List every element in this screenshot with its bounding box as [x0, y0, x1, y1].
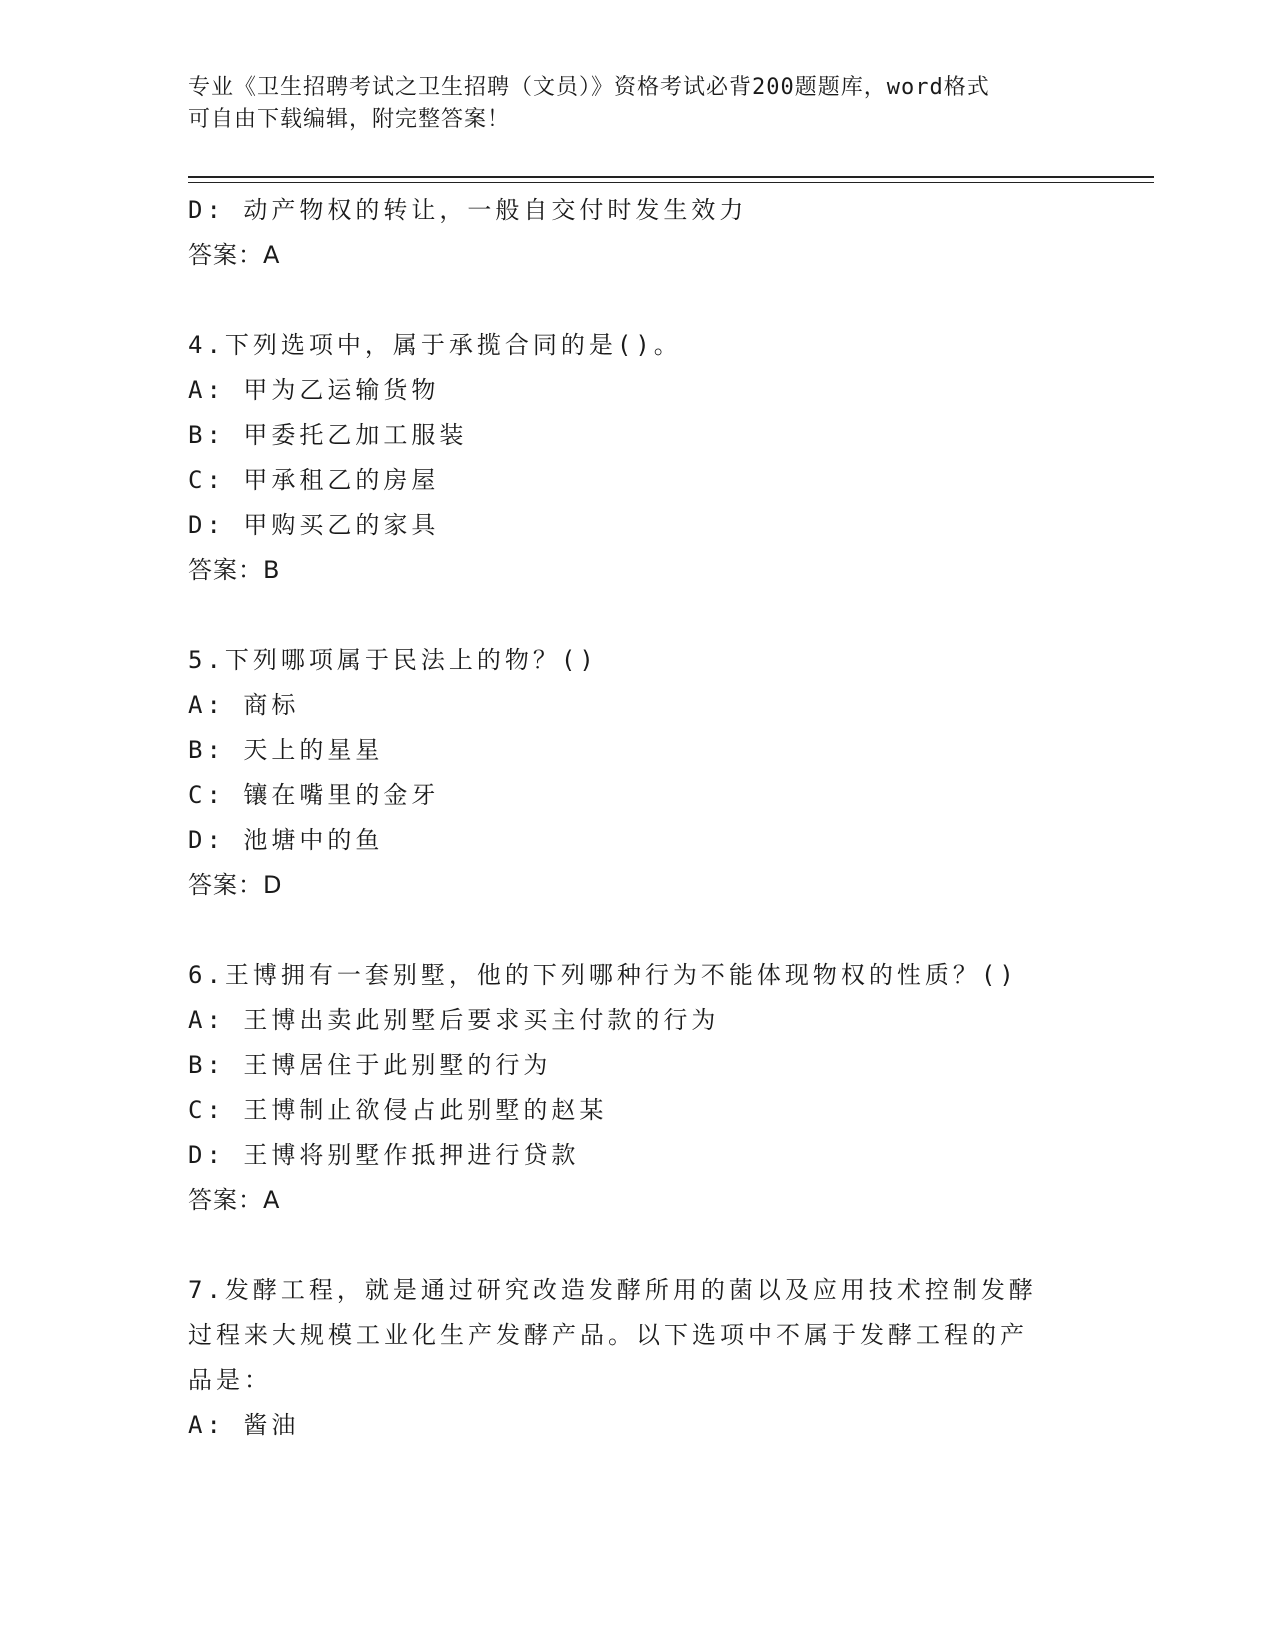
question-3-answer: 答案：A — [188, 241, 281, 269]
question-4 — [188, 323, 1088, 593]
question-3-option-d: D: 动产物权的转让，一般自交付时发生效力 — [188, 196, 748, 224]
document-header — [188, 72, 1088, 136]
question-stem: 6.王博拥有一套别墅，他的下列哪种行为不能体现物权的性质？() — [188, 961, 1018, 989]
spacer — [188, 278, 1088, 323]
option-c: C: 镶在嘴里的金牙 — [188, 781, 440, 809]
spacer — [188, 908, 1088, 953]
header-divider-thick — [188, 176, 1154, 178]
question-stem-line-3: 品是： — [188, 1366, 272, 1394]
option-a: A: 王博出卖此别墅后要求买主付款的行为 — [188, 1006, 720, 1034]
question-7 — [188, 1268, 1088, 1448]
option-d: D: 池塘中的鱼 — [188, 826, 384, 854]
option-b: B: 甲委托乙加工服装 — [188, 421, 468, 449]
spacer — [188, 1223, 1088, 1268]
option-b: B: 王博居住于此别墅的行为 — [188, 1051, 552, 1079]
question-6 — [188, 953, 1088, 1223]
question-stem-line-2: 过程来大规模工业化生产发酵产品。以下选项中不属于发酵工程的产 — [188, 1321, 1028, 1349]
answer: 答案：D — [188, 871, 283, 899]
header-line-1: 专业《卫生招聘考试之卫生招聘（文员）》资格考试必背200题题库，word格式 — [188, 75, 990, 100]
spacer — [188, 593, 1088, 638]
option-d: D: 王博将别墅作抵押进行贷款 — [188, 1141, 580, 1169]
option-c: C: 王博制止欲侵占此别墅的赵某 — [188, 1096, 608, 1124]
option-d: D: 甲购买乙的家具 — [188, 511, 440, 539]
header-divider-thin — [188, 182, 1154, 183]
question-5 — [188, 638, 1088, 908]
question-list — [188, 188, 1088, 1448]
question-stem-line-1: 7.发酵工程，就是通过研究改造发酵所用的菌以及应用技术控制发酵 — [188, 1276, 1037, 1304]
option-a: A: 甲为乙运输货物 — [188, 376, 440, 404]
question-stem: 4.下列选项中，属于承揽合同的是()。 — [188, 331, 682, 359]
option-c: C: 甲承租乙的房屋 — [188, 466, 440, 494]
option-a: A: 酱油 — [188, 1411, 300, 1439]
header-line-2: 可自由下载编辑，附完整答案！ — [188, 107, 511, 132]
option-a: A: 商标 — [188, 691, 300, 719]
option-b: B: 天上的星星 — [188, 736, 384, 764]
answer: 答案：A — [188, 1186, 281, 1214]
question-stem: 5.下列哪项属于民法上的物？() — [188, 646, 598, 674]
answer: 答案：B — [188, 556, 281, 584]
